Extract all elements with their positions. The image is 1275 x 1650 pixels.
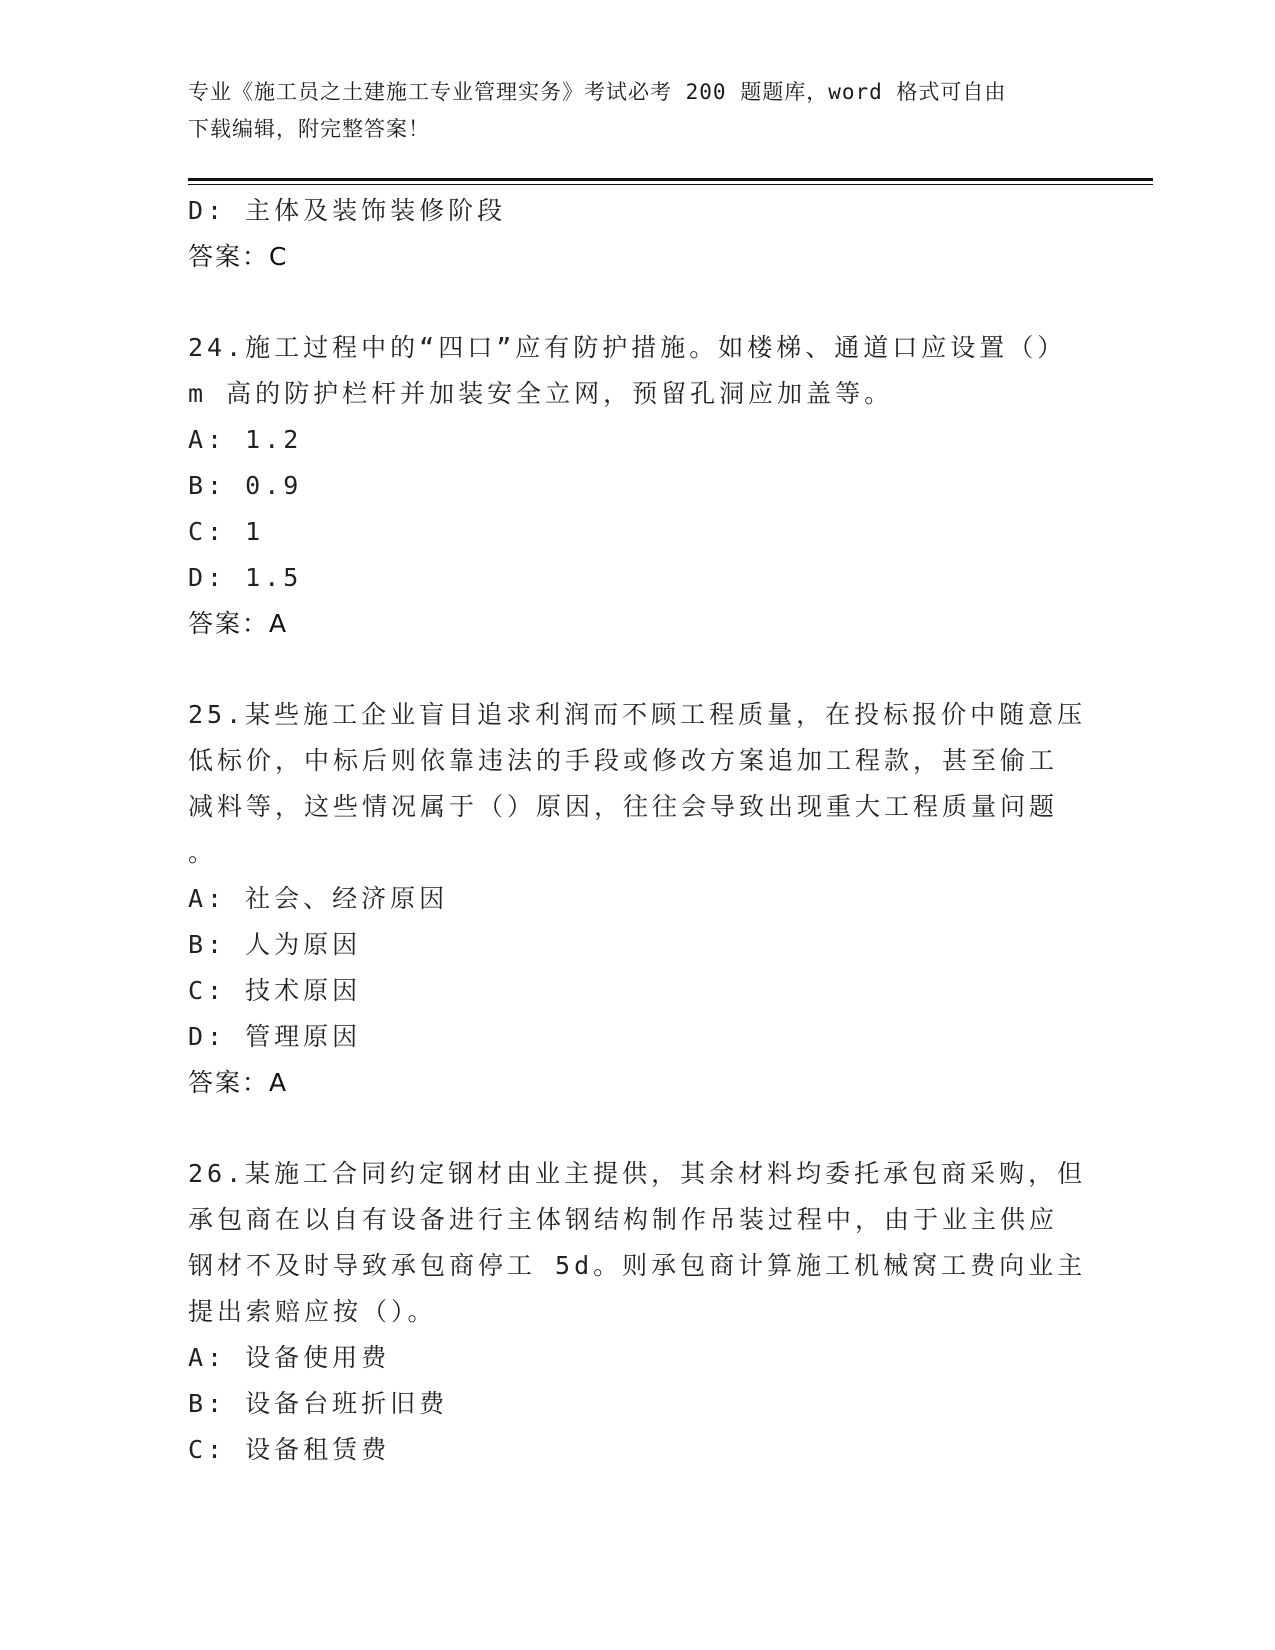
header-line-2: 下载编辑，附完整答案！ (188, 117, 430, 141)
answer: 答案：A (188, 1068, 289, 1097)
option-d: D: 主体及装饰装修阶段 (188, 196, 507, 225)
option-a: A: 社会、经济原因 (188, 884, 449, 913)
header-line-1: 专业《施工员之土建施工专业管理实务》考试必考 200 题题库，word 格式可自由 (188, 80, 1007, 104)
document-header (188, 74, 1068, 148)
question-text-line: 减料等，这些情况属于（）原因，往往会导致出现重大工程质量问题 (188, 792, 1059, 821)
option-c: C: 技术原因 (188, 976, 362, 1005)
question-text-line: 25.某些施工企业盲目追求利润而不顾工程质量，在投标报价中随意压 (188, 700, 1087, 729)
option-b: B: 人为原因 (188, 930, 362, 959)
header-divider-thick (188, 178, 1153, 181)
question-26 (188, 1151, 1088, 1473)
question-text-line: 。 (188, 838, 218, 867)
question-text-line: 24.施工过程中的“四口”应有防护措施。如楼梯、通道口应设置（） (188, 333, 1067, 362)
option-c: C: 1 (188, 517, 265, 546)
option-b: B: 0.9 (188, 471, 303, 500)
question-text-line: 承包商在以自有设备进行主体钢结构制作吊装过程中，由于业主供应 (188, 1205, 1059, 1234)
answer: 答案：C (188, 242, 289, 271)
question-text-line: 低标价，中标后则依靠违法的手段或修改方案追加工程款，甚至偷工 (188, 746, 1059, 775)
option-d: D: 1.5 (188, 563, 303, 592)
spacer (188, 647, 1088, 692)
question-content (188, 188, 1088, 1473)
option-a: A: 设备使用费 (188, 1343, 391, 1372)
header-divider-thin (188, 184, 1153, 185)
spacer (188, 1106, 1088, 1151)
spacer (188, 280, 1088, 325)
question-24 (188, 325, 1088, 647)
question-text-line: 26.某施工合同约定钢材由业主提供，其余材料均委托承包商采购，但 (188, 1159, 1087, 1188)
question-text-line: 提出索赔应按（）。 (188, 1297, 437, 1326)
question-text-line: 钢材不及时导致承包商停工 5d。则承包商计算施工机械窝工费向业主 (188, 1251, 1087, 1280)
option-a: A: 1.2 (188, 425, 303, 454)
answer: 答案：A (188, 609, 289, 638)
previous-question (188, 188, 1088, 280)
option-b: B: 设备台班折旧费 (188, 1389, 449, 1418)
question-25 (188, 692, 1088, 1106)
option-c: C: 设备租赁费 (188, 1435, 391, 1464)
option-d: D: 管理原因 (188, 1022, 362, 1051)
question-text-line: m 高的防护栏杆并加装安全立网，预留孔洞应加盖等。 (188, 379, 894, 408)
